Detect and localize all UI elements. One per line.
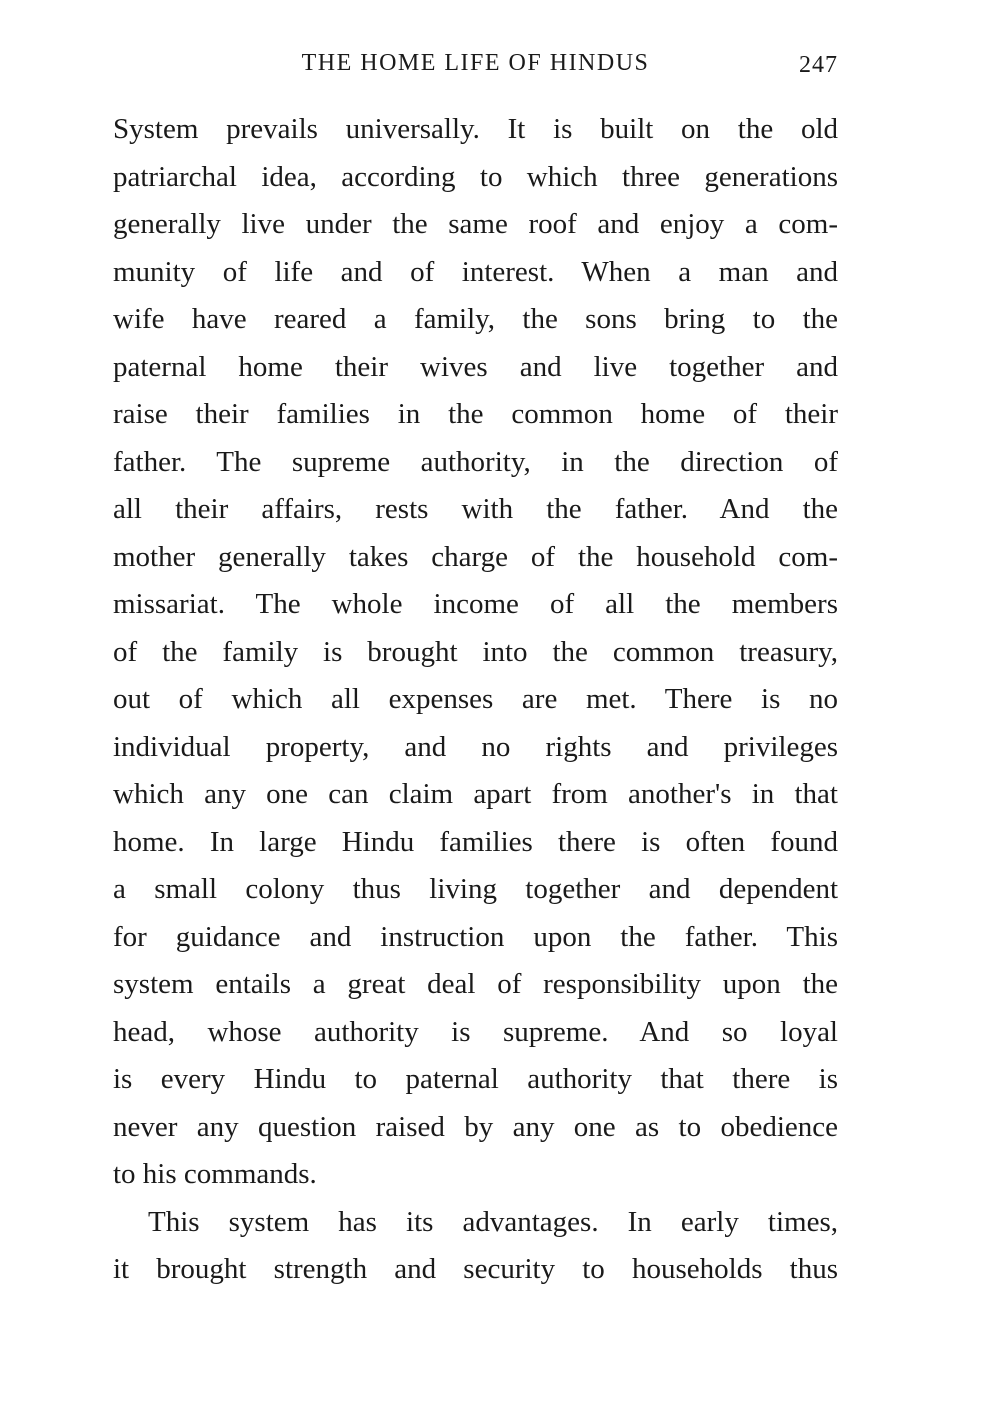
text-line: system entails a great deal of responsibility upon the [113,968,838,1000]
text-line: mother generally takes charge of the household com- [113,540,838,573]
text-line: a small colony thus living together and dependent [113,873,838,905]
text-line: patriarchal idea, according to which three generations [113,160,838,193]
text-line: paternal home their wives and live together and [113,350,838,383]
text-line: raise their families in the common home of their [113,398,838,430]
body-text [113,106,838,1294]
running-title: THE HOME LIFE OF HINDUS [301,50,650,76]
text-line: of the family is brought into the common treasury, [113,635,838,668]
text-line: for guidance and instruction upon the father. This [113,920,838,953]
page-number: 247 [799,52,838,78]
text-line: it brought strength and security to households thus [113,1253,838,1285]
text-line: head, whose authority is supreme. And so loyal [113,1015,838,1048]
running-head [113,50,838,80]
text-line: never any question raised by any one as to obedience [113,1110,838,1143]
text-line: missariat. The whole income of all the members [113,588,838,620]
text-line: is every Hindu to paternal authority that there is [113,1063,838,1095]
text-line: generally live under the same roof and enjoy a com- [113,208,838,240]
text-line: out of which all expenses are met. There is no [113,683,838,715]
text-line: all their affairs, rests with the father. And the [113,493,838,525]
paragraph-2 [113,1199,838,1294]
text-line: This system has its advantages. In early times, [148,1205,838,1238]
text-line: to his commands. [113,1158,317,1190]
text-line: wife have reared a family, the sons bring to the [113,303,838,335]
text-line: father. The supreme authority, in the direction of [113,445,838,478]
paragraph-1 [113,106,838,1199]
text-line: System prevails universally. It is built on the old [113,113,838,145]
text-line: munity of life and of interest. When a man and [113,255,838,288]
text-line: individual property, and no rights and privileges [113,730,838,763]
text-line: home. In large Hindu families there is often found [113,825,838,858]
text-line: which any one can claim apart from another's in that [113,778,838,810]
